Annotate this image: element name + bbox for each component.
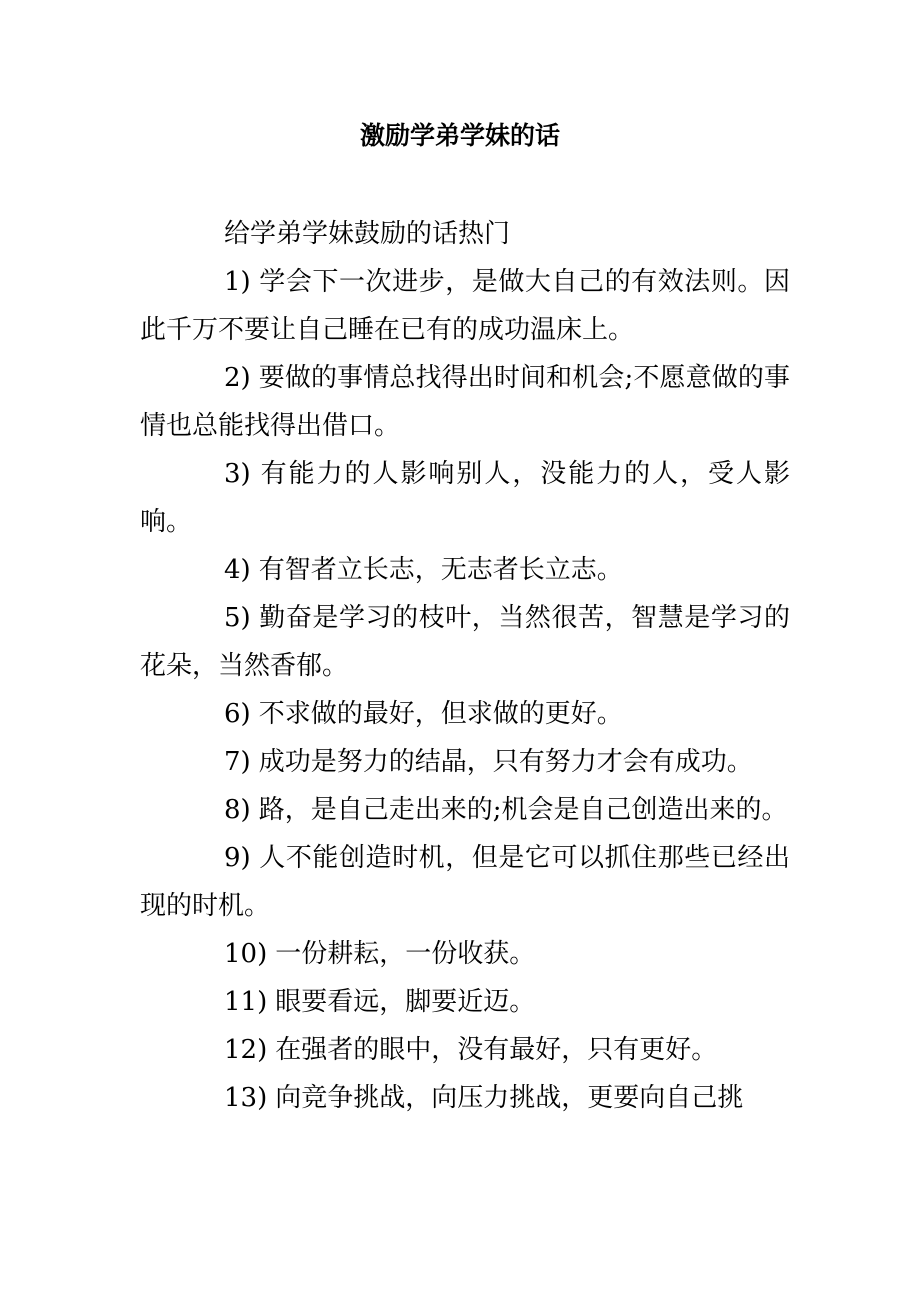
- item-number: 2): [224, 363, 251, 393]
- list-item: [140, 354, 790, 450]
- item-text: 要做的事情总找得出时间和机会;不愿意做的事情也总能找得出借口。: [140, 363, 790, 441]
- item-text: 有能力的人影响别人，没能力的人，受人影响。: [140, 459, 790, 537]
- item-text: 勤奋是学习的枝叶，当然很苦，智慧是学习的花朵，当然香郁。: [140, 603, 790, 681]
- item-text: 向竞争挑战，向压力挑战，更要向自己挑: [275, 1083, 744, 1113]
- item-number: 9): [224, 843, 251, 873]
- list-item: [140, 1026, 790, 1074]
- list-item: [140, 978, 790, 1026]
- list-item: [140, 1074, 790, 1122]
- item-number: 11): [224, 987, 268, 1017]
- item-number: 13): [224, 1083, 268, 1113]
- item-number: 5): [224, 603, 251, 633]
- list-item: [140, 450, 790, 546]
- list-item: [140, 594, 790, 690]
- item-number: 4): [224, 555, 251, 585]
- list-item: [140, 546, 790, 594]
- item-text: 不求做的最好，但求做的更好。: [258, 699, 623, 729]
- item-number: 6): [224, 699, 251, 729]
- list-item: [140, 738, 790, 786]
- item-text: 路，是自己走出来的;机会是自己创造出来的。: [258, 795, 788, 825]
- item-number: 8): [224, 795, 251, 825]
- list-item: [140, 258, 790, 354]
- list-item: [140, 786, 790, 834]
- item-text: 成功是努力的结晶，只有努力才会有成功。: [258, 747, 753, 777]
- item-number: 10): [224, 939, 268, 969]
- list-item: [140, 834, 790, 930]
- item-number: 12): [224, 1035, 268, 1065]
- item-text: 一份耕耘，一份收获。: [275, 939, 536, 969]
- item-number: 7): [224, 747, 251, 777]
- list-item: [140, 930, 790, 978]
- item-number: 3): [224, 459, 251, 489]
- item-number: 1): [224, 267, 251, 297]
- item-text: 在强者的眼中，没有最好，只有更好。: [275, 1035, 718, 1065]
- list-item: [140, 690, 790, 738]
- item-text: 人不能创造时机，但是它可以抓住那些已经出现的时机。: [140, 843, 790, 921]
- document-body: [140, 210, 790, 1122]
- document-title: 激励学弟学妹的话: [359, 121, 560, 150]
- item-text: 学会下一次进步，是做大自己的有效法则。因此千万不要让自己睡在已有的成功温床上。: [140, 267, 790, 345]
- section-subtitle: 给学弟学妹鼓励的话热门: [224, 219, 511, 249]
- item-text: 眼要看远，脚要近迈。: [275, 987, 536, 1017]
- item-text: 有智者立长志，无志者长立志。: [258, 555, 623, 585]
